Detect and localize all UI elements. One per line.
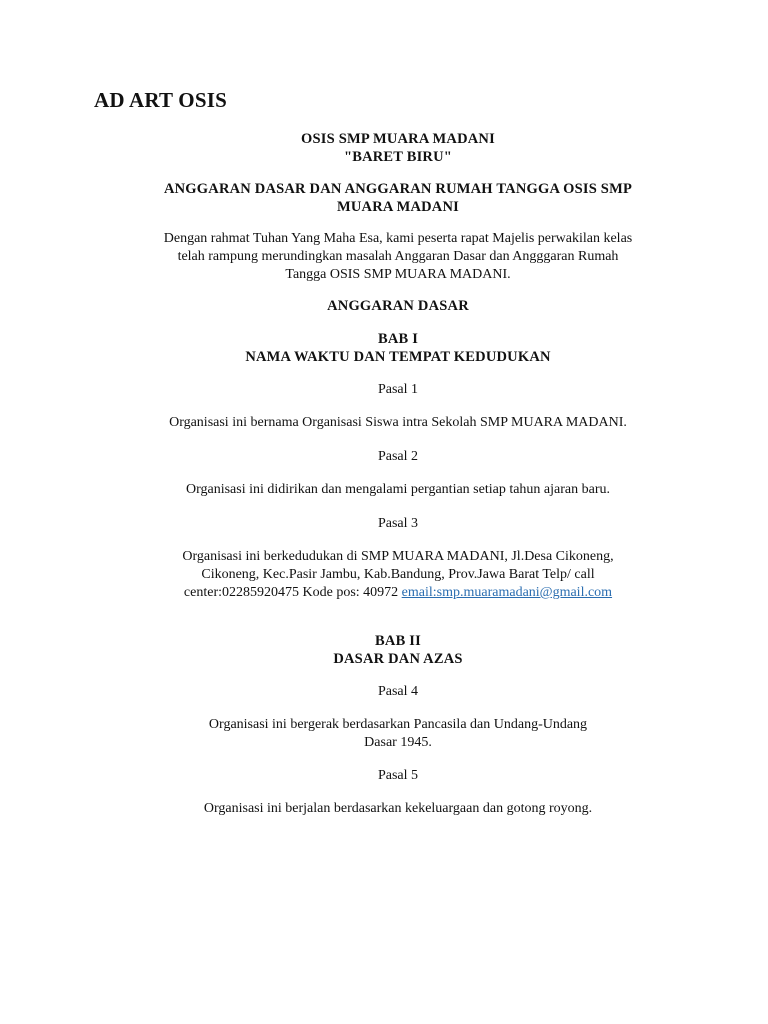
pasal-4-line-1: Organisasi ini bergerak berdasarkan Pancasila dan Undang-Undang [208, 717, 588, 732]
pasal-3-line-1: Organisasi ini berkedudukan di SMP MUARA MADANI, Jl.Desa Cikoneng, [182, 549, 614, 564]
bab-2-header [140, 632, 656, 668]
pasal-5-label: Pasal 5 [377, 768, 419, 783]
document-heading [140, 180, 656, 216]
heading-line-2: MUARA MADANI [336, 199, 459, 215]
preamble-line-1: Dengan rahmat Tuhan Yang Maha Esa, kami peserta rapat Majelis perwakilan kelas [163, 231, 633, 246]
pasal-3-line-3 [140, 584, 656, 602]
pasal-5-text: Organisasi ini berjalan berdasarkan kekeluargaan dan gotong royong. [203, 801, 593, 816]
bab-2-number: BAB II [375, 633, 421, 649]
document-title: AD ART OSIS [94, 88, 227, 112]
bab-1-number: BAB I [377, 331, 419, 347]
email-link[interactable]: email:smp.muaramadani@gmail.com [401, 585, 613, 600]
org-name: OSIS SMP MUARA MADANI [301, 131, 495, 147]
pasal-3-line-3-text: center:02285920475 Kode pos: 40972 [183, 585, 402, 600]
pasal-3-label: Pasal 3 [377, 516, 419, 531]
bab-1-header [140, 330, 656, 366]
bab-2-title: DASAR DAN AZAS [333, 651, 463, 667]
section-title: ANGGARAN DASAR [327, 298, 469, 314]
pasal-1-text: Organisasi ini bernama Organisasi Siswa intra Sekolah SMP MUARA MADANI. [169, 415, 627, 430]
preamble [140, 230, 656, 284]
pasal-4-line-2: Dasar 1945. [364, 735, 432, 750]
pasal-3-text [140, 548, 656, 602]
pasal-2-text: Organisasi ini didirikan dan mengalami pergantian setiap tahun ajaran baru. [185, 482, 611, 497]
pasal-3-line-2: Cikoneng, Kec.Pasir Jambu, Kab.Bandung, Prov.Jawa Barat Telp/ call [201, 567, 595, 582]
pasal-2-label: Pasal 2 [377, 449, 419, 464]
bab-1-title: NAMA WAKTU DAN TEMPAT KEDUDUKAN [245, 349, 551, 365]
org-header [140, 130, 656, 166]
preamble-line-3: Tangga OSIS SMP MUARA MADANI. [285, 267, 511, 282]
pasal-1-label: Pasal 1 [377, 382, 419, 397]
preamble-line-2: telah rampung merundingkan masalah Anggaran Dasar dan Angggaran Rumah [177, 249, 619, 264]
pasal-4-text [140, 716, 656, 752]
heading-line-1: ANGGARAN DASAR DAN ANGGARAN RUMAH TANGGA OSIS SMP [163, 181, 633, 197]
pasal-4-label: Pasal 4 [377, 684, 419, 699]
org-motto: "BARET BIRU" [343, 149, 453, 165]
